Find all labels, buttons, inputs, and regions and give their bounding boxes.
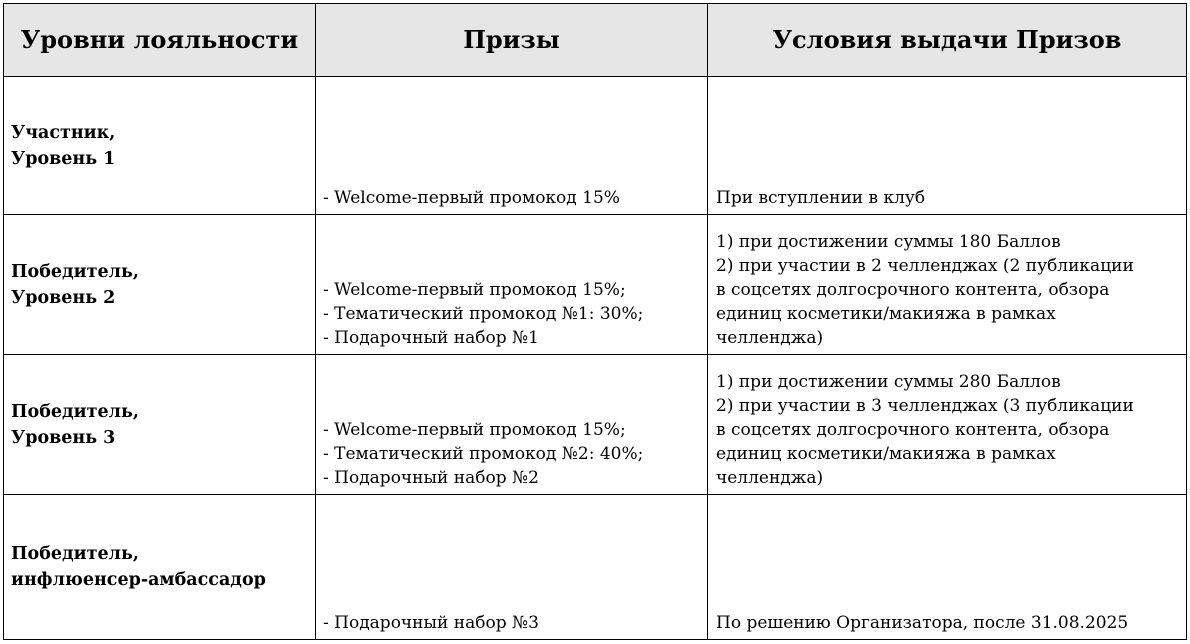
table-row	[4, 77, 1187, 215]
table-row	[4, 355, 1187, 495]
level-line: Победитель,	[11, 544, 139, 564]
level-line: инфлюенсер-амбассадор	[11, 570, 266, 590]
level-cell	[4, 77, 316, 215]
level-line: Уровень 3	[11, 427, 116, 448]
prizes-cell	[316, 355, 708, 495]
prize-item: - Тематический промокод №1: 30%;	[323, 304, 644, 324]
header-prizes: Призы	[316, 4, 708, 77]
prize-item: - Подарочный набор №1	[323, 328, 539, 348]
header-conditions: Условия выдачи Призов	[708, 4, 1187, 77]
prize-item: - Welcome-первый промокод 15%;	[323, 420, 626, 440]
header-loyalty-levels: Уровни лояльности	[4, 4, 316, 77]
condition-line: 2) при участии в 3 челленджах (3 публикации	[716, 396, 1134, 416]
level-line: Уровень 2	[11, 287, 116, 308]
prize-item: - Подарочный набор №3	[323, 613, 539, 633]
condition-line: единиц косметики/макияжа в рамках	[716, 304, 1056, 324]
condition-line: По решению Организатора, после 31.08.2025	[716, 613, 1129, 633]
condition-line: единиц косметики/макияжа в рамках	[716, 444, 1056, 464]
level-line: Участник,	[11, 122, 116, 143]
condition-line: в соцсетях долгосрочного контента, обзора	[716, 280, 1110, 300]
prizes-cell	[316, 77, 708, 215]
level-cell	[4, 495, 316, 640]
condition-line: челленджа)	[716, 328, 824, 348]
prize-item: - Welcome-первый промокод 15%	[323, 188, 620, 208]
conditions-cell	[708, 77, 1187, 215]
level-line: Победитель,	[11, 401, 139, 422]
prize-item: - Подарочный набор №2	[323, 468, 539, 488]
condition-line: При вступлении в клуб	[716, 188, 926, 208]
level-line: Уровень 1	[11, 148, 116, 169]
loyalty-levels-table	[3, 3, 1187, 640]
condition-line: 2) при участии в 2 челленджах (2 публикации	[716, 256, 1134, 276]
level-line: Победитель,	[11, 261, 139, 282]
table-row	[4, 215, 1187, 355]
conditions-cell	[708, 495, 1187, 640]
prize-item: - Тематический промокод №2: 40%;	[323, 444, 644, 464]
prizes-cell	[316, 215, 708, 355]
conditions-cell	[708, 215, 1187, 355]
level-cell	[4, 355, 316, 495]
condition-line: 1) при достижении суммы 280 Баллов	[716, 372, 1061, 392]
table-row	[4, 495, 1187, 640]
prizes-cell	[316, 495, 708, 640]
condition-line: в соцсетях долгосрочного контента, обзора	[716, 420, 1110, 440]
table-header-row	[4, 4, 1187, 77]
loyalty-table-container	[3, 3, 1186, 638]
level-cell	[4, 215, 316, 355]
conditions-cell	[708, 355, 1187, 495]
condition-line: 1) при достижении суммы 180 Баллов	[716, 232, 1061, 252]
condition-line: челленджа)	[716, 468, 824, 488]
prize-item: - Welcome-первый промокод 15%;	[323, 280, 626, 300]
